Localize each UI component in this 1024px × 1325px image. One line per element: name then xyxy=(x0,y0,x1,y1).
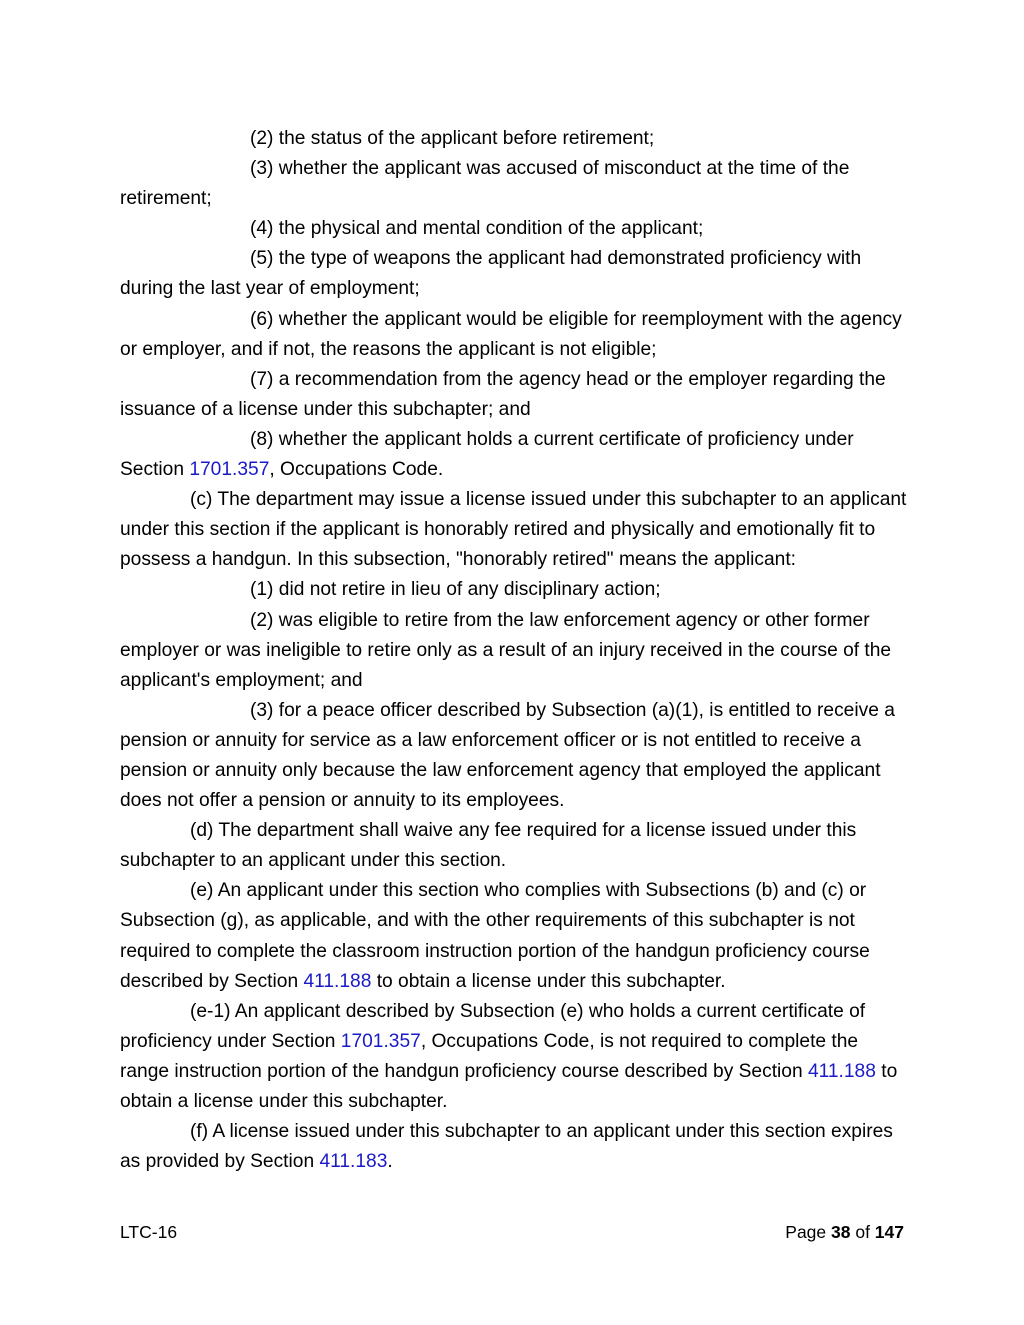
page-label: Page xyxy=(785,1222,831,1242)
section-411-188-link[interactable]: 411.188 xyxy=(807,1060,876,1082)
page-of-label: of xyxy=(850,1222,875,1242)
item-2-eligible-text: (2) was eligible to retire from the law enforcement agency or other former employer or was ineligible to retire only as a result of an injury received in the course of the applicant's employment; and xyxy=(120,609,892,691)
item-3-misconduct xyxy=(120,154,910,214)
item-3-pension-text: (3) for a peace officer described by Subsection (a)(1), is entitled to receive a pension or annuity for service as a law enforcement officer or is not entitled to receive a pension or annuity only because the law enforcement agency that employed the applicant does not offer a pension or annuity to its employees. xyxy=(120,699,895,812)
item-2-status-text: (2) the status of the applicant before retirement; xyxy=(250,128,655,149)
item-3-misconduct-text: (3) whether the applicant was accused of misconduct at the time of the retirement; xyxy=(120,158,850,210)
item-8-text-end: , Occupations Code. xyxy=(269,459,444,481)
subsection-c-text: (c) The department may issue a license issued under this subchapter to an applicant under this section if the applicant is honorably retired and physically and emotionally fit to possess a handgun. In this subsection, "honorably retired" means the applicant: xyxy=(120,489,907,571)
subsection-e-text: (e) An applicant under this section who complies with Subsections (b) and (c) or Subsection (g), as applicable, and with the other requirements of this subchapter is not required to complete the classroom instruction portion of the handgun proficiency course described by Section xyxy=(120,880,870,992)
subsection-c xyxy=(120,485,910,575)
item-8-text: (8) whether the applicant holds a current certificate of proficiency under Section xyxy=(120,428,854,481)
subsection-e-1-text: (e-1) An applicant described by Subsection (e) who holds a current certificate of proficiency under Section xyxy=(120,1000,866,1052)
subsection-f-text-end: . xyxy=(387,1151,393,1173)
item-2-status xyxy=(120,124,910,154)
item-8-certificate xyxy=(120,425,910,485)
item-5-weapons-text: (5) the type of weapons the applicant had demonstrated proficiency with during the last year of employment; xyxy=(120,248,862,300)
subsection-d-text: (d) The department shall waive any fee required for a license issued under this subchapter to an applicant under this section. xyxy=(120,820,857,872)
item-2-eligible xyxy=(120,606,910,696)
subsection-e-1-text-middle: , Occupations Code, is not required to complete the range instruction portion of the handgun proficiency course described by Section xyxy=(120,1030,859,1082)
subsection-e-1 xyxy=(120,997,910,1117)
item-5-weapons xyxy=(120,244,910,304)
current-page: 38 xyxy=(831,1222,851,1242)
document-id: LTC-16 xyxy=(120,1222,178,1242)
item-1-disciplinary xyxy=(120,575,910,605)
item-1-disciplinary-text: (1) did not retire in lieu of any disciplinary action; xyxy=(250,579,661,601)
item-4-condition xyxy=(120,214,910,244)
item-7-recommendation xyxy=(120,365,910,425)
subsection-e-text-end: to obtain a license under this subchapter. xyxy=(371,970,726,992)
section-411-183-link[interactable]: 411.183 xyxy=(319,1151,388,1173)
page-number xyxy=(785,1220,904,1244)
item-7-recommendation-text: (7) a recommendation from the agency head or the employer regarding the issuance of a license under this subchapter; and xyxy=(120,368,886,420)
total-pages: 147 xyxy=(874,1222,904,1242)
item-4-condition-text: (4) the physical and mental condition of the applicant; xyxy=(250,218,704,240)
section-1701-357-link[interactable]: 1701.357 xyxy=(340,1030,421,1052)
item-6-reemployment-text: (6) whether the applicant would be eligible for reemployment with the agency or employer, and if not, the reasons the applicant is not eligible; xyxy=(120,308,902,360)
item-6-reemployment xyxy=(120,305,910,365)
subsection-e-1-text-end: to obtain a license under this subchapter. xyxy=(120,1060,898,1112)
subsection-d xyxy=(120,816,910,876)
section-1701-357-link[interactable]: 1701.357 xyxy=(189,459,270,481)
item-3-pension xyxy=(120,696,910,816)
subsection-e xyxy=(120,876,910,996)
subsection-f xyxy=(120,1117,910,1177)
subsection-f-text: (f) A license issued under this subchapter to an applicant under this section expires as provided by Section xyxy=(120,1121,893,1173)
statute-text xyxy=(120,124,910,1177)
section-411-188-link[interactable]: 411.188 xyxy=(303,970,372,992)
